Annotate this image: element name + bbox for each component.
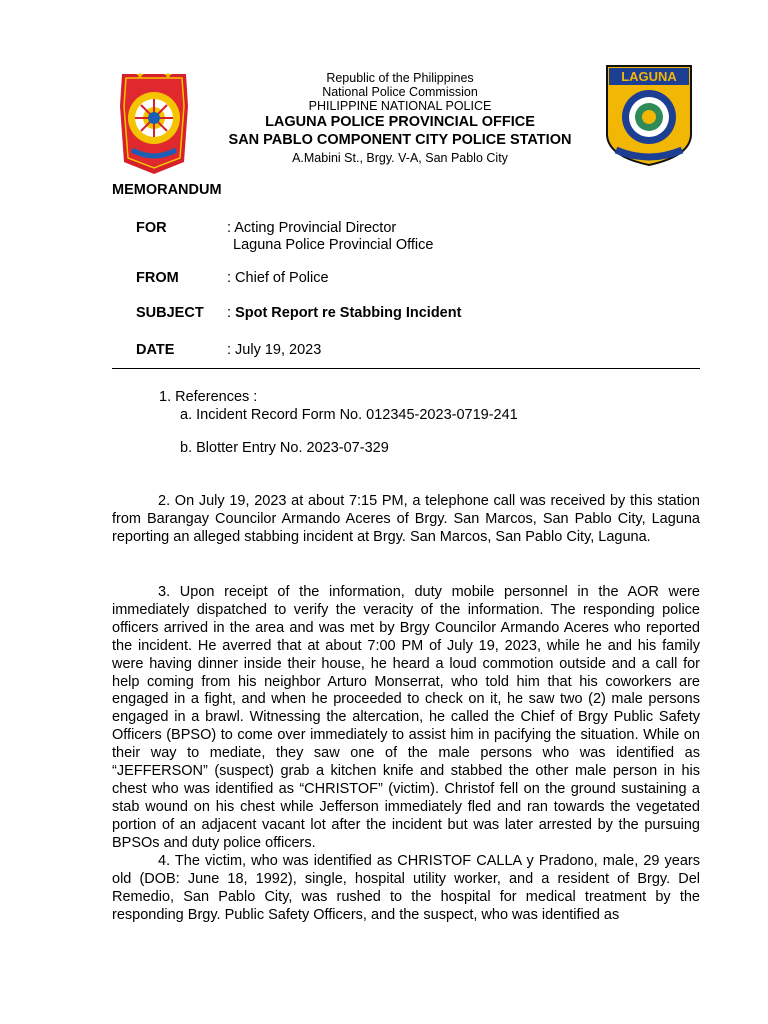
for-label: FOR — [136, 220, 167, 236]
paragraph-2: 2. On July 19, 2023 at about 7:15 PM, a telephone call was received by this station from Barangay Councilor Armando Aceres of Brgy. San Marcos, San Pablo City, Laguna reporting an alleged stabbing incident at Brgy. San Marcos, San Pablo City, Laguna. — [112, 493, 700, 545]
header-pnp: PHILIPPINE NATIONAL POLICE — [308, 99, 492, 113]
date-value: : July 19, 2023 — [227, 342, 322, 358]
subject-value: Spot Report re Stabbing Incident — [235, 305, 462, 321]
date-label: DATE — [136, 342, 175, 358]
for-value-office: Laguna Police Provincial Office — [233, 237, 434, 253]
memo-heading: MEMORANDUM — [112, 182, 222, 198]
references-heading: 1. References : — [159, 389, 258, 405]
header-napolcom: National Police Commission — [322, 85, 478, 99]
header-address: A.Mabini St., Brgy. V-A, San Pablo City — [292, 151, 508, 165]
from-label: FROM — [136, 270, 179, 286]
header-station: SAN PABLO COMPONENT CITY POLICE STATION — [228, 132, 572, 148]
pnp-seal-logo — [116, 66, 192, 176]
badge-title: LAGUNA — [621, 69, 677, 84]
from-value: : Chief of Police — [227, 270, 329, 286]
header-republic: Republic of the Philippines — [326, 71, 474, 85]
paragraph-4: 4. The victim, who was identified as CHRISTOF CALLA y Pradono, male, 29 years old (DOB: June 18, 1992), single, hospital utility worker, and a resident of Brgy. Del Remedio, San Pablo City, was rushed to the hospital for medical treatment by the responding Brgy. Public Safety Officers, and the suspect, who was identified as — [112, 853, 700, 923]
header-office: LAGUNA POLICE PROVINCIAL OFFICE — [265, 114, 535, 130]
header-divider — [112, 368, 700, 369]
paragraph-3: 3. Upon receipt of the information, duty mobile personnel in the AOR were immediately dispatched to verify the veracity of the information. The responding police officers arrived in the area and was met by Brgy Councilor Armando Aceres who reported the incident. He averred that at about 7:00 PM of July 19, 2023, while he and his family were having dinner inside their house, he heard a loud commotion outside and a call for help coming from his neighbor Arturo Monserrat, who told him that his coworkers are engaged in a fight, and when he proceeded to check on it, he saw two (2) male persons engaged in a brawl. Witnessing the altercation, he called the Chief of Brgy Public Safety Officers (BPSO) to come over immediately to assist him in pacifying the situation. While on their way to mediate, they saw one of the male persons who was identified as “JEFFERSON” (suspect) grab a kitchen knife and stabbed the other male person in his chest who was identified as “CHRISTOF” (victim). Christof fell on the ground sustaining a stab wound on his chest while Jefferson immediately fled and ran towards the vegetated portion of an adjacent vacant lot after the incident but was later arrested by the pursuing BPSOs and duty police officers. — [112, 584, 700, 851]
reference-a: a. Incident Record Form No. 012345-2023-0719-241 — [180, 407, 518, 423]
subject-colon: : — [227, 305, 236, 321]
subject-value-wrap — [227, 305, 461, 321]
laguna-ppo-badge-logo — [604, 64, 694, 166]
subject-label: SUBJECT — [136, 305, 204, 321]
for-value: : Acting Provincial Director — [227, 220, 397, 236]
reference-b: b. Blotter Entry No. 2023-07-329 — [180, 440, 389, 456]
